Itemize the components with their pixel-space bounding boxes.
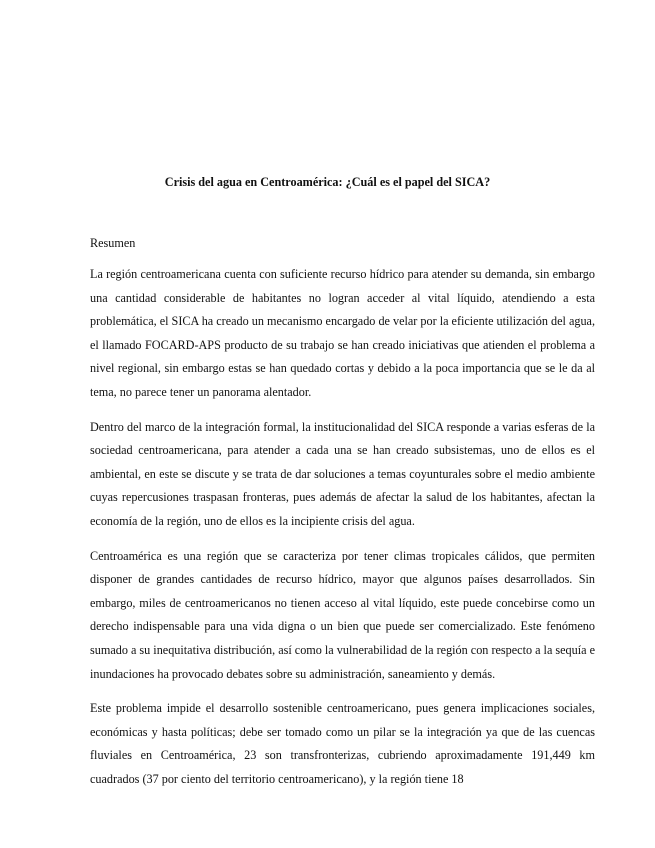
document-title: Crisis del agua en Centroamérica: ¿Cuál es el papel del SICA? <box>164 175 491 189</box>
body-text <box>90 263 595 802</box>
paragraph: Dentro del marco de la integración formal, la institucionalidad del SICA responde a varias esferas de la sociedad centroamericana, para atender a cada una se han creado subsistemas, uno de ellos es el ambiental, en este se discute y se trata de dar soluciones a temas coyunturales sobre el medio ambiente cuyas repercusiones traspasan fronteras, pues además de afectar la salud de los habitantes, afectan la economía de la región, uno de ellos es la incipiente crisis del agua. <box>90 419 595 528</box>
abstract-heading: Resumen <box>90 236 136 250</box>
paragraph: Este problema impide el desarrollo sostenible centroamericano, pues genera implicaciones sociales, económicas y hasta políticas; debe ser tomado como un pilar se la integración ya que de las cuencas fluviales en Centroamérica, 23 son transfronterizas, cubriendo aproximadamente 191,449 km cuadrados (37 por ciento del territorio centroamericano), y la región tiene 18 <box>90 701 595 786</box>
paragraph: Centroamérica es una región que se caracteriza por tener climas tropicales cálidos, que permiten disponer de grandes cantidades de recurso hídrico, mayor que algunos países desarrollados. Sin embargo, miles de centroamericanos no tienen acceso al vital líquido, este puede concebirse como un derecho indispensable para una vida digna o un bien que puede ser comercializado. Este fenómeno sumado a su inequitativa distribución, así como la vulnerabilidad de la región con respecto a la sequía e inundaciones ha provocado debates sobre su administración, saneamiento y demás. <box>90 548 595 681</box>
paragraph: La región centroamericana cuenta con suficiente recurso hídrico para atender su demanda, sin embargo una cantidad considerable de habitantes no logran acceder al vital líquido, atendiendo a esta problemática, el SICA ha creado un mecanismo encargado de velar por la eficiente utilización del agua, el llamado FOCARD-APS producto de su trabajo se han creado iniciativas que atienden el problema a nivel regional, sin embargo estas se han quedado cortas y debido a la poca importancia que se le da al tema, no parece tener un panorama alentador. <box>90 267 596 399</box>
